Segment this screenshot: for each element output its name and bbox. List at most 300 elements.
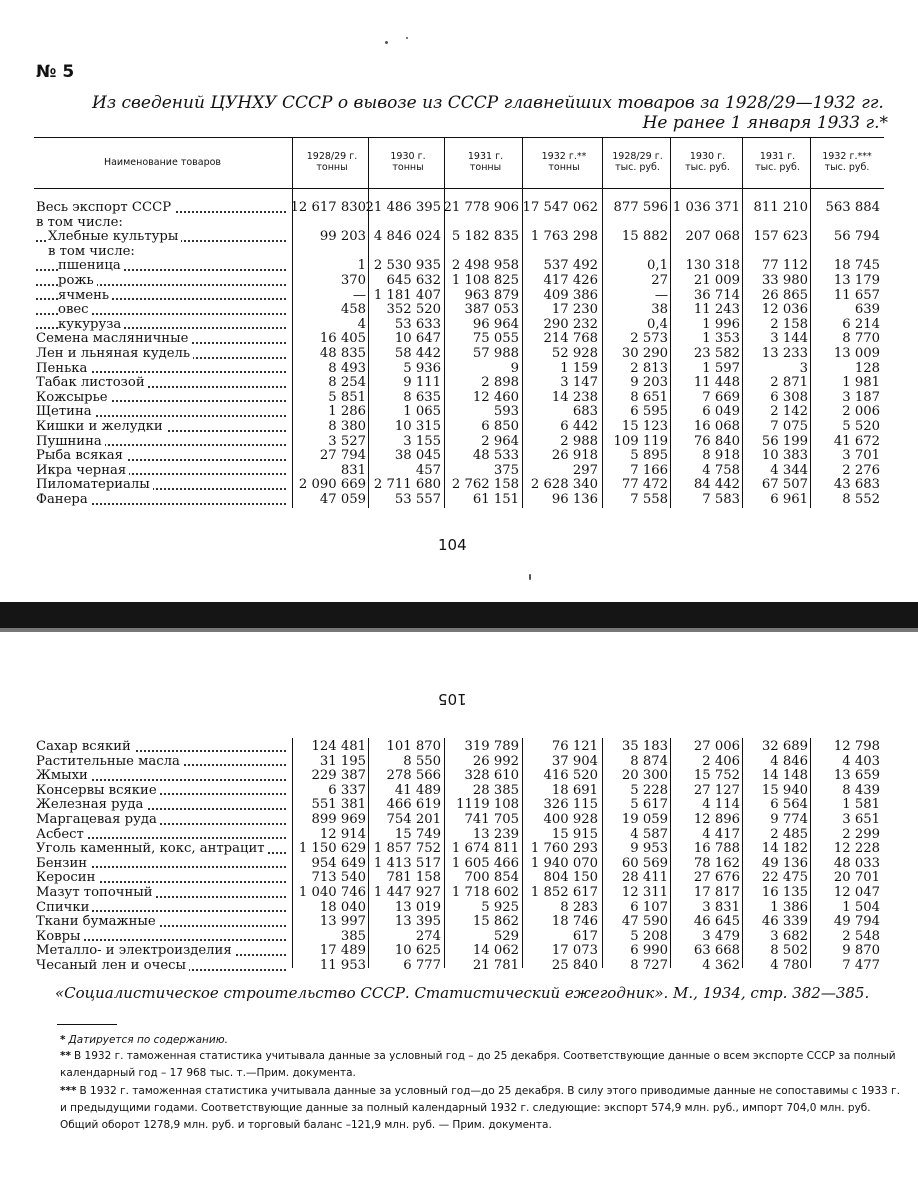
table-cell: 8 552 — [842, 492, 880, 507]
table-cell: 2 276 — [842, 462, 880, 478]
table-cell: 26 992 — [472, 753, 519, 769]
row-label — [36, 201, 290, 216]
table-cell: 10 647 — [394, 331, 441, 347]
table-cell: 16 788 — [693, 841, 740, 857]
column-header-unit: тыс. руб. — [615, 162, 660, 173]
column-header — [447, 151, 524, 173]
row-label — [36, 740, 290, 755]
table-cell: 3 147 — [560, 375, 598, 391]
table-cell: 18 691 — [551, 782, 598, 798]
table-cell: 11 243 — [693, 302, 740, 318]
row-label-text: Весь экспорт СССР — [36, 201, 174, 215]
table-cell: 537 492 — [543, 258, 598, 274]
table-cell: 5 936 — [403, 360, 441, 376]
table-cell: 1 036 371 — [672, 200, 740, 215]
table-cell: 14 182 — [761, 841, 808, 857]
table-cell: 47 059 — [319, 492, 366, 507]
table-cell: 16 405 — [319, 331, 366, 347]
row-label — [36, 391, 290, 406]
table-cell: 8 380 — [328, 419, 366, 434]
table-cell: 27 006 — [693, 739, 740, 754]
column-header-year: 1932 г.** — [541, 151, 587, 162]
table-cell: 683 — [572, 404, 598, 420]
table-cell: 58 442 — [394, 346, 441, 361]
table-cell: 11 657 — [833, 287, 880, 303]
table-cell: 458 — [340, 302, 366, 318]
table-cell: 1 718 602 — [451, 885, 519, 900]
table-cell: 14 062 — [472, 943, 519, 959]
row-label-text: Консервы всякие — [36, 784, 160, 798]
table-cell: 1 763 298 — [530, 229, 598, 245]
table-cell: 3 — [799, 360, 808, 376]
table-cell: 9 203 — [630, 375, 668, 391]
table-cell: 1 940 070 — [530, 855, 598, 871]
table-cell: 1 286 — [328, 404, 366, 420]
table-cell: 5 208 — [630, 928, 668, 944]
row-label — [36, 405, 290, 420]
table-cell: 6 564 — [770, 797, 808, 813]
table-cell: 713 540 — [311, 870, 366, 886]
table-cell: 57 988 — [472, 346, 519, 361]
row-label-text: Табак листозой — [36, 376, 148, 390]
table-cell: 290 232 — [543, 316, 598, 332]
table-cell: 9 111 — [403, 375, 441, 391]
row-label-text: Хлебные культуры — [48, 230, 181, 244]
table-cell: 17 073 — [551, 943, 598, 959]
table-cell: 13 009 — [833, 346, 880, 361]
table-cell: 27 794 — [319, 448, 366, 464]
table-cell: 21 778 906 — [443, 200, 519, 215]
column-rule — [670, 138, 671, 508]
table-cell: 9 870 — [842, 943, 880, 959]
table-cell: 8 502 — [770, 943, 808, 959]
table-cell: 2 988 — [560, 433, 598, 449]
row-label — [36, 842, 290, 857]
document-title: Из сведений ЦУНХУ СССР о вывозе из СССР главнейших товаров за 1928/29—1932 гг. — [92, 93, 884, 113]
table-cell: 124 481 — [311, 739, 366, 754]
table-cell: 4 587 — [630, 826, 668, 842]
table-cell: 417 426 — [543, 273, 598, 288]
table-cell: 18 746 — [551, 914, 598, 930]
table-cell: 28 411 — [621, 870, 668, 886]
table-cell: 4 780 — [770, 958, 808, 973]
table-cell: 46 645 — [693, 914, 740, 930]
table-cell: 15 862 — [472, 914, 519, 930]
scan-speck — [529, 574, 531, 580]
table-cell: 4 846 024 — [373, 229, 441, 245]
table-cell: 49 136 — [761, 855, 808, 871]
table-cell: 41 672 — [833, 433, 880, 449]
table-cell: 326 115 — [543, 797, 598, 813]
table-cell: 75 055 — [472, 331, 519, 347]
row-label-text: Рыба всякая — [36, 449, 126, 463]
table-cell: 27 127 — [693, 782, 740, 798]
table-cell: 17 230 — [551, 302, 598, 318]
table-cell: 2 090 669 — [298, 477, 366, 493]
table-cell: 274 — [415, 928, 441, 944]
column-rule — [810, 738, 811, 968]
table-cell: 1 181 407 — [373, 287, 441, 303]
column-rule — [292, 138, 293, 508]
table-cell: 5 228 — [630, 782, 668, 798]
row-label-text: Мазут топочный — [36, 886, 156, 900]
table-cell: 52 928 — [551, 346, 598, 361]
table-cell: 43 683 — [833, 477, 880, 493]
row-label — [36, 303, 290, 318]
table-cell: 387 053 — [464, 302, 519, 318]
table-cell: 1 852 617 — [530, 885, 598, 900]
table-cell: 3 479 — [702, 928, 740, 944]
table-cell: 25 840 — [551, 958, 598, 973]
table-cell: 9 774 — [770, 812, 808, 827]
table-cell: 12 228 — [833, 841, 880, 857]
table-cell: 13 659 — [833, 768, 880, 784]
table-cell: 18 745 — [833, 258, 880, 274]
column-header — [812, 151, 882, 173]
table-cell: 37 904 — [551, 753, 598, 769]
column-header-year: 1931 г. — [467, 151, 504, 162]
table-cell: 27 — [651, 273, 668, 288]
table-cell: 328 610 — [464, 768, 519, 784]
table-cell: 645 632 — [386, 273, 441, 288]
column-header-name: Наименование товаров — [103, 157, 222, 168]
table-cell: 8 770 — [842, 331, 880, 347]
row-label-text: Бензин — [36, 857, 90, 871]
table-cell: 11 953 — [319, 958, 366, 973]
table-cell: 49 794 — [833, 914, 880, 930]
table-cell: 1119 108 — [456, 797, 519, 813]
table-cell: 2 573 — [630, 331, 668, 347]
page-number-104: 104 — [438, 536, 467, 554]
table-cell: 15 123 — [621, 419, 668, 434]
table-cell: 3 187 — [842, 389, 880, 405]
table-cell: 47 590 — [621, 914, 668, 930]
table-cell: 1 353 — [702, 331, 740, 347]
table-cell: 2 006 — [842, 404, 880, 420]
table-cell: 7 166 — [630, 462, 668, 478]
table-cell: 4 114 — [702, 797, 740, 813]
table-cell: 9 — [510, 360, 519, 376]
footnote-2 — [60, 1048, 908, 1082]
footnote-3 — [60, 1083, 908, 1134]
table-cell: 781 158 — [386, 870, 441, 886]
table-cell: 38 045 — [394, 448, 441, 464]
table-cell: 8 651 — [630, 389, 668, 405]
table-cell: 2 628 340 — [530, 477, 598, 493]
row-label — [36, 318, 290, 333]
table-cell: 297 — [572, 462, 598, 478]
table-cell: 2 299 — [842, 826, 880, 842]
table-cell: 20 300 — [621, 768, 668, 784]
table-cell: 375 — [493, 462, 519, 478]
table-cell: 6 777 — [403, 958, 441, 973]
table-cell: 1 581 — [842, 797, 880, 813]
table-cell: 13 233 — [761, 346, 808, 361]
column-header-unit: тонны — [316, 162, 348, 173]
row-label-text: в том числе: — [36, 216, 126, 230]
table-cell: 10 383 — [761, 448, 808, 464]
row-label — [36, 915, 290, 930]
table-cell: 3 527 — [328, 433, 366, 449]
row-label — [36, 274, 290, 289]
table-cell: 101 870 — [386, 739, 441, 754]
row-label-text: Фанера — [36, 493, 91, 507]
table-cell: 3 682 — [770, 928, 808, 944]
table-cell: 48 533 — [472, 448, 519, 464]
row-label — [36, 464, 290, 479]
scan-speck — [385, 41, 388, 44]
row-label — [36, 784, 290, 799]
table-cell: 18 040 — [319, 899, 366, 915]
table-cell: 76 121 — [551, 739, 598, 754]
row-label — [36, 959, 290, 974]
table-cell: 6 990 — [630, 943, 668, 959]
table-cell: 2 813 — [630, 360, 668, 376]
document-number: № 5 — [36, 62, 75, 82]
table-cell: 5 895 — [630, 448, 668, 464]
table-cell: 9 953 — [630, 841, 668, 857]
table-cell: 14 148 — [761, 768, 808, 784]
row-label — [36, 347, 290, 362]
table-cell: 56 794 — [833, 229, 880, 245]
table-cell: 12 036 — [761, 302, 808, 318]
column-rule — [522, 138, 523, 508]
table-cell: 8 550 — [403, 753, 441, 769]
table-cell: 6 337 — [328, 782, 366, 798]
table-cell: 2 548 — [842, 928, 880, 944]
row-label-text: Кожсырье — [36, 391, 111, 405]
table-cell: 36 714 — [693, 287, 740, 303]
row-label — [36, 245, 290, 260]
table-cell: 4 417 — [702, 826, 740, 842]
row-label — [36, 420, 290, 435]
row-label — [36, 901, 290, 916]
table-cell: 1 674 811 — [451, 841, 519, 857]
table-cell: 63 668 — [693, 943, 740, 959]
row-label-text: Кишки и желудки — [36, 420, 166, 434]
table-cell: 5 851 — [328, 389, 366, 405]
row-label-text: Пиломатериалы — [36, 478, 153, 492]
row-label-text: Семена масляничные — [36, 332, 191, 346]
table-cell: 811 210 — [753, 200, 808, 215]
column-header-year: 1928/29 г. — [612, 151, 663, 162]
table-cell: 8 727 — [630, 958, 668, 973]
table-cell: 416 520 — [543, 768, 598, 784]
table-cell: 1 597 — [702, 360, 740, 376]
row-label-text: Лен и льняная кудель — [36, 347, 193, 361]
column-header-year: 1932 г.*** — [822, 151, 872, 162]
row-label — [36, 332, 290, 347]
page-gutter — [0, 602, 918, 628]
footnote-text: Датируется по содержанию. — [68, 1034, 228, 1046]
table-cell: 26 918 — [551, 448, 598, 464]
table-cell: 130 318 — [685, 258, 740, 274]
page-number-105: 105 — [438, 690, 467, 708]
table-cell: 53 633 — [394, 316, 441, 332]
table-cell: 7 477 — [842, 958, 880, 973]
table-cell: 1 150 629 — [298, 841, 366, 857]
table-cell: 529 — [493, 928, 519, 944]
row-label — [36, 376, 290, 391]
column-header-unit: тонны — [548, 162, 580, 173]
table-cell: 963 879 — [464, 287, 519, 303]
column-header — [604, 151, 671, 173]
table-cell: 12 798 — [833, 739, 880, 754]
table-cell: 26 865 — [761, 287, 808, 303]
column-header-unit: тыс. руб. — [685, 162, 730, 173]
table-cell: 12 896 — [693, 812, 740, 827]
table-cell: 15 749 — [394, 826, 441, 842]
column-header — [672, 151, 743, 173]
table-cell: 13 019 — [394, 899, 441, 915]
document-date: Не ранее 1 января 1933 г.* — [642, 113, 888, 133]
footnote-text: В 1932 г. таможенная статистика учитывала данные за условный год – до 25 декабря. Соответствующие данные о всем экспорте СССР за полный календарный год – 17 968 тыс. т.—Прим. документа. — [60, 1050, 896, 1079]
row-label-text: Керосин — [36, 871, 98, 885]
row-label — [36, 449, 290, 464]
table-cell: 2 498 958 — [451, 258, 519, 274]
table-cell: 4 344 — [770, 462, 808, 478]
row-label-text: Маргацевая руда — [36, 813, 160, 827]
table-cell: 1 413 517 — [373, 855, 441, 871]
table-cell: 84 442 — [693, 477, 740, 493]
row-label — [36, 230, 290, 245]
row-label — [36, 755, 290, 770]
table-cell: — — [352, 287, 366, 303]
table-cell: 0,1 — [647, 258, 668, 274]
table-cell: 38 — [651, 302, 668, 318]
table-cell: 8 283 — [560, 899, 598, 915]
table-cell: 13 239 — [472, 826, 519, 842]
column-header-unit: тонны — [469, 162, 502, 173]
table-cell: 128 — [854, 360, 880, 376]
table-cell: 12 047 — [833, 885, 880, 900]
table-cell: 4 362 — [702, 958, 740, 973]
table-cell: 78 162 — [693, 855, 740, 871]
row-label-text: Пушнина — [36, 435, 105, 449]
table-cell: 2 485 — [770, 826, 808, 842]
row-label — [36, 289, 290, 304]
row-label — [36, 857, 290, 872]
table-cell: 157 623 — [753, 229, 808, 245]
table-cell: 15 940 — [761, 782, 808, 798]
row-label-text: Сахар всякий — [36, 740, 134, 754]
table-cell: 4 758 — [702, 462, 740, 478]
table-cell: 385 — [340, 928, 366, 944]
table-cell: 31 195 — [319, 753, 366, 769]
table-cell: 2 871 — [770, 375, 808, 391]
table-cell: 1 857 752 — [373, 841, 441, 857]
table-cell: 21 781 — [472, 958, 519, 973]
table-cell: 563 884 — [825, 200, 880, 215]
column-header — [525, 151, 603, 173]
row-label-text: Жмыхи — [36, 769, 91, 783]
table-cell: 2 711 680 — [373, 477, 441, 493]
column-rule — [602, 738, 603, 968]
column-rule — [292, 738, 293, 968]
table-cell: 3 701 — [842, 448, 880, 464]
table-cell: 10 315 — [394, 419, 441, 434]
table-cell: 6 214 — [842, 316, 880, 332]
row-label — [36, 493, 290, 508]
table-cell: 319 789 — [464, 739, 519, 754]
table-cell: 593 — [493, 404, 519, 420]
footnote-1 — [60, 1032, 908, 1049]
table-cell: 77 472 — [621, 477, 668, 493]
table-cell: 5 617 — [630, 797, 668, 813]
table-cell: 2 898 — [481, 375, 519, 391]
table-cell: 639 — [854, 302, 880, 318]
table-cell: — — [654, 287, 668, 303]
table-cell: 76 840 — [693, 433, 740, 449]
table-cell: 2 762 158 — [451, 477, 519, 493]
row-label — [36, 813, 290, 828]
table-cell: 16 068 — [693, 419, 740, 434]
row-label-text: Икра черная — [36, 464, 129, 478]
table-cell: 6 107 — [630, 899, 668, 915]
table-cell: 1 159 — [560, 360, 598, 376]
table-cell: 109 119 — [613, 433, 668, 449]
row-label-text: ячмень — [58, 289, 112, 303]
row-label — [36, 769, 290, 784]
table-cell: 1 108 825 — [451, 273, 519, 288]
table-cell: 457 — [415, 462, 441, 478]
row-label — [36, 362, 290, 377]
table-cell: 877 596 — [613, 200, 668, 215]
footnote-mark: ** — [60, 1050, 71, 1062]
table-cell: 1 981 — [842, 375, 880, 391]
row-label-text: Растительные масла — [36, 755, 183, 769]
table-cell: 6 308 — [770, 389, 808, 405]
table-cell: 754 201 — [386, 812, 441, 827]
row-label-text: Ковры — [36, 930, 84, 944]
table-cell: 1 — [357, 258, 366, 274]
table-cell: 741 705 — [464, 812, 519, 827]
table-cell: 1 605 466 — [451, 855, 519, 871]
table-cell: 96 964 — [472, 316, 519, 332]
table-cell: 8 439 — [842, 782, 880, 798]
table-cell: 7 669 — [702, 389, 740, 405]
table-top-rule — [34, 137, 884, 138]
table-cell: 5 182 835 — [451, 229, 519, 245]
table-cell: 28 385 — [472, 782, 519, 798]
table-cell: 60 569 — [621, 855, 668, 871]
table-cell: 96 136 — [551, 492, 598, 507]
table-cell: 352 520 — [386, 302, 441, 318]
footnote-mark: * — [60, 1034, 66, 1046]
column-header-year: 1930 г. — [390, 151, 426, 162]
table-cell: 48 835 — [319, 346, 366, 361]
table-cell: 17 489 — [319, 943, 366, 959]
column-rule — [670, 738, 671, 968]
table-cell: 1 504 — [842, 899, 880, 915]
row-label — [36, 828, 290, 843]
table-cell: 13 179 — [833, 273, 880, 288]
table-cell: 61 151 — [472, 492, 519, 507]
scan-speck — [406, 37, 408, 39]
table-cell: 8 254 — [328, 375, 366, 391]
row-label — [36, 886, 290, 901]
table-cell: 17 817 — [693, 885, 740, 900]
row-label-text: Железная руда — [36, 798, 146, 812]
table-cell: 278 566 — [386, 768, 441, 784]
column-header — [370, 151, 446, 173]
column-header-year: 1930 г. — [689, 151, 726, 162]
table-cell: 56 199 — [761, 433, 808, 449]
table-cell: 12 460 — [472, 389, 519, 405]
table-cell: 8 918 — [702, 448, 740, 464]
table-cell: 77 112 — [761, 258, 808, 274]
table-cell: 22 475 — [761, 870, 808, 886]
